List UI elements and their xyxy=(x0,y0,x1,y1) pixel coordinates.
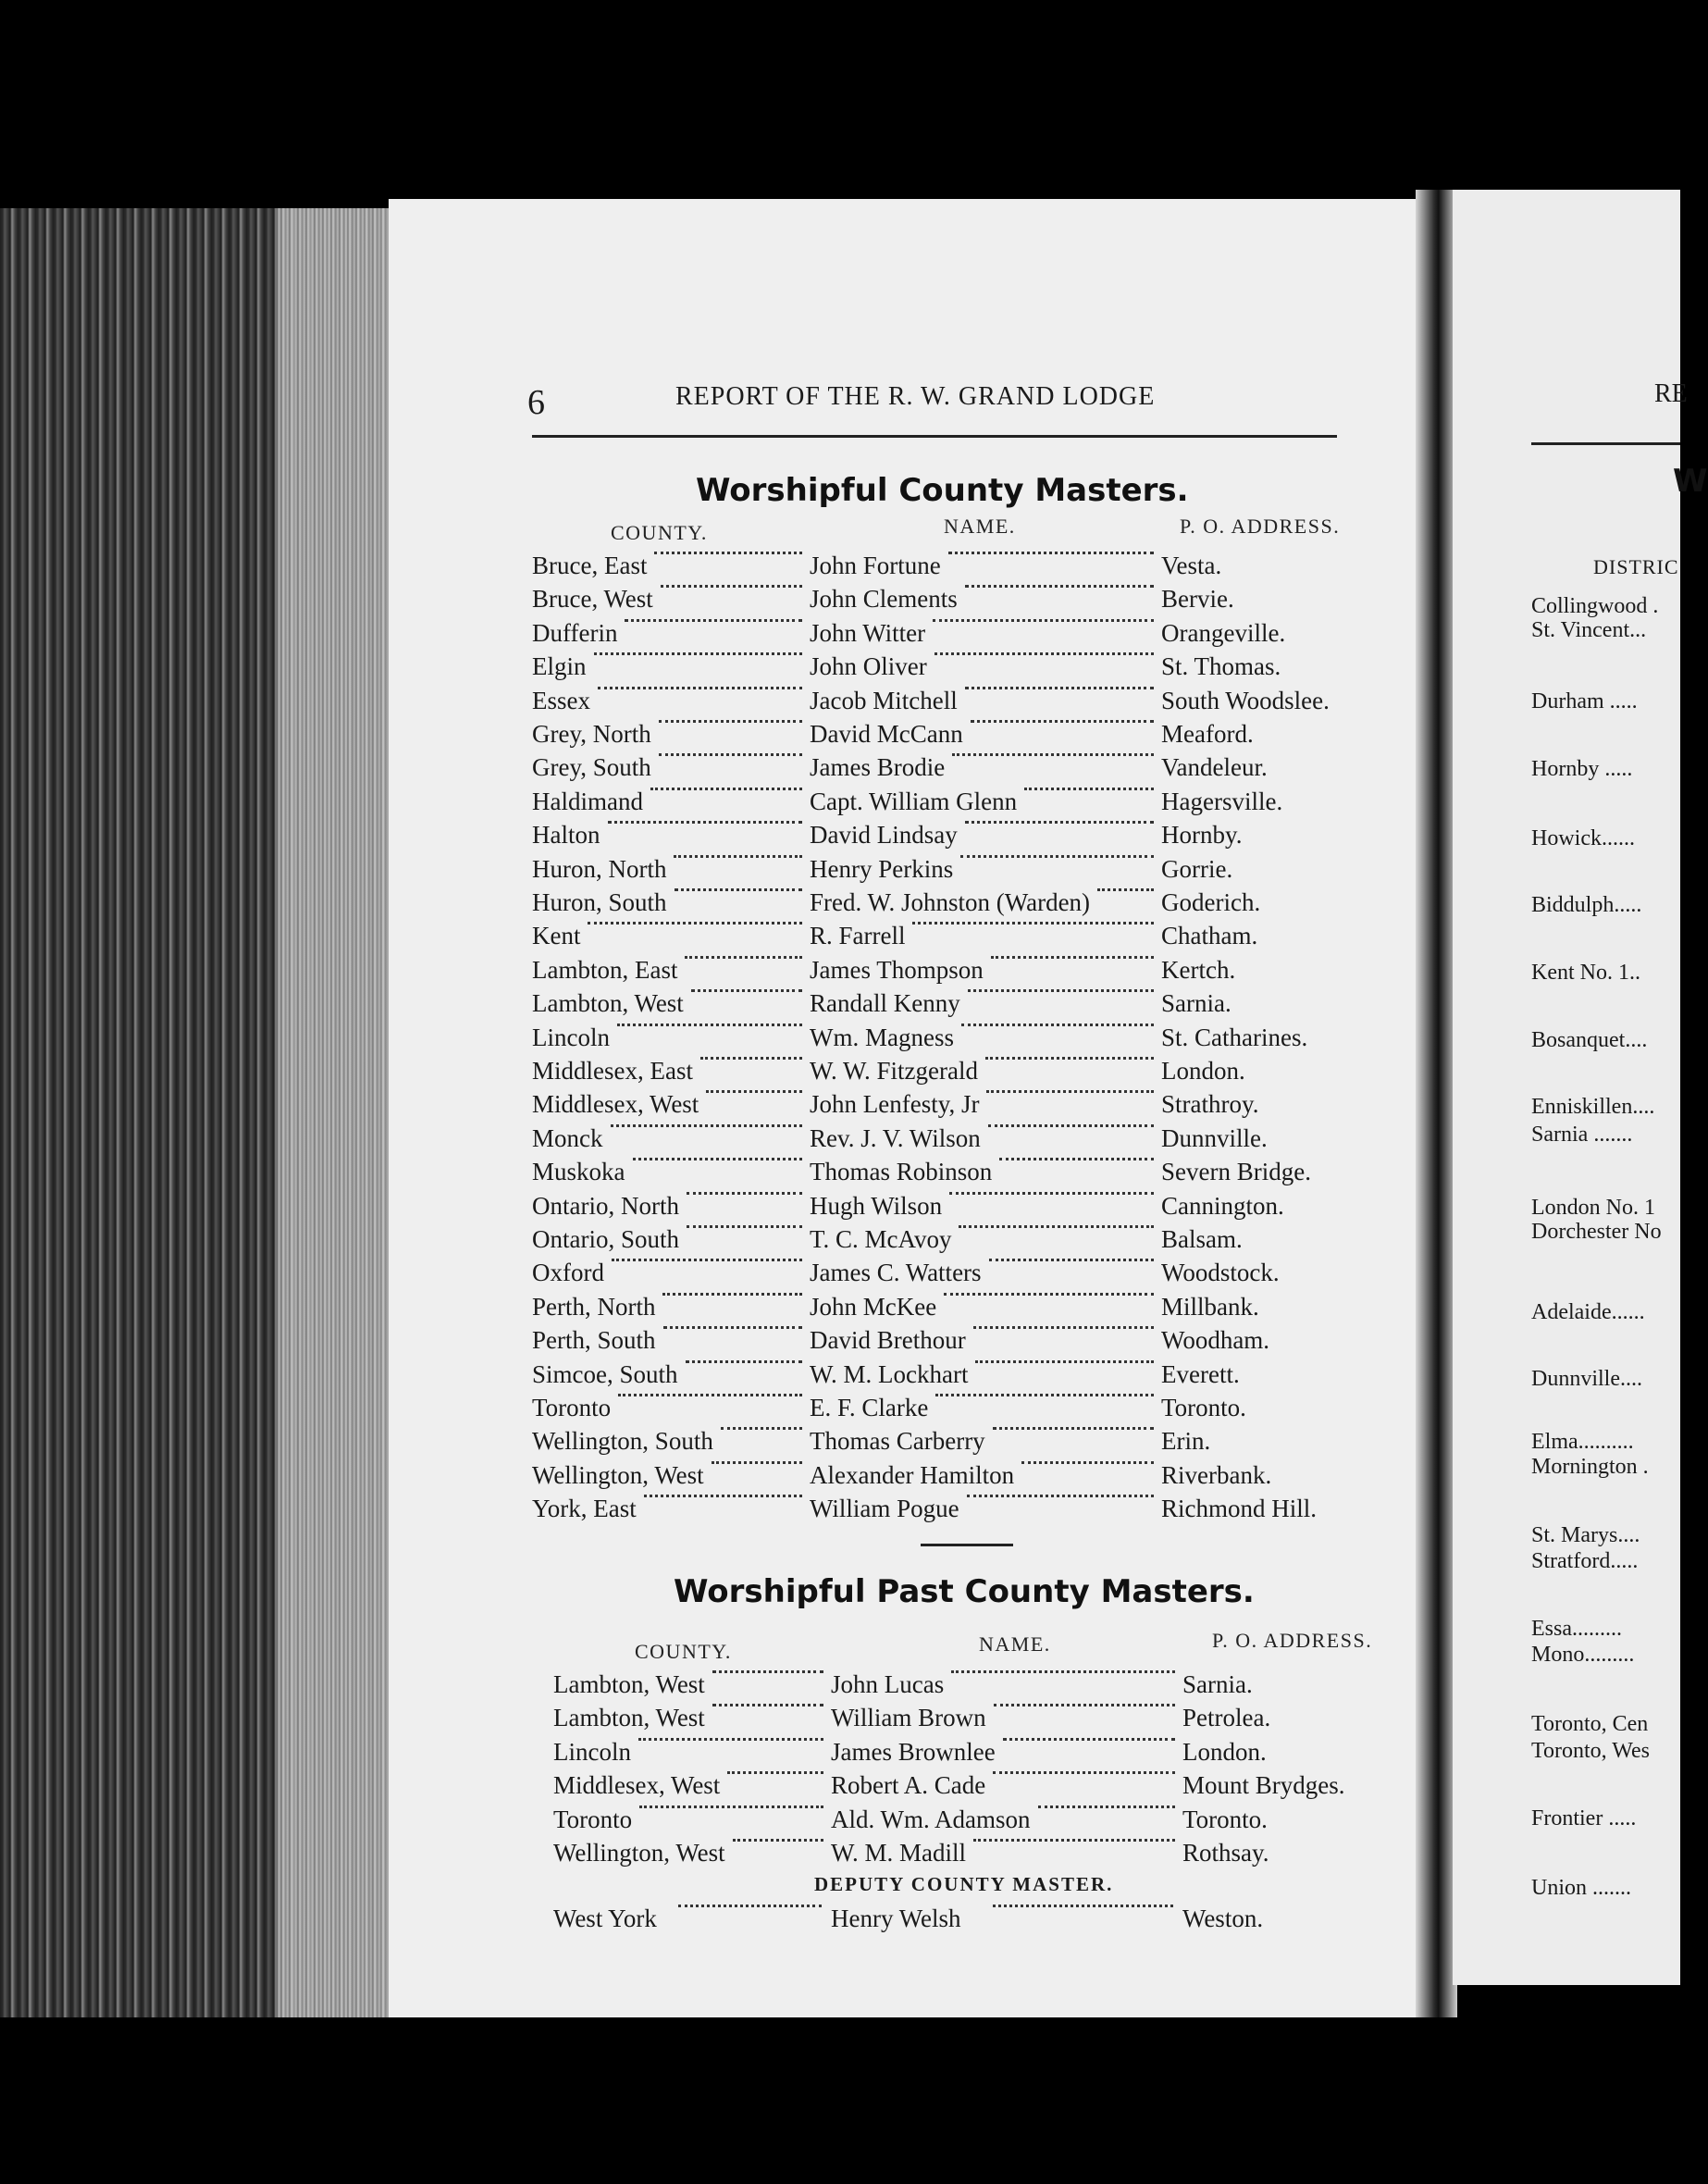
address-cell: Millbank. xyxy=(1161,1292,1259,1321)
deputy-row xyxy=(553,1905,1284,1938)
facing-district-item: Adelaide...... xyxy=(1531,1300,1645,1324)
name-cell: W. M. Lockhart xyxy=(810,1359,969,1388)
table-row xyxy=(532,888,1346,922)
county-cell: Elgin xyxy=(532,652,587,681)
facing-district-item: London No. 1 xyxy=(1531,1196,1655,1220)
table-row xyxy=(553,1738,1368,1771)
table-row xyxy=(532,1360,1346,1394)
dot-leader xyxy=(712,1670,823,1673)
table-row xyxy=(532,989,1346,1023)
name-cell: John McKee xyxy=(810,1292,937,1321)
deputy-county-master-heading: DEPUTY COUNTY MASTER. xyxy=(814,1873,1114,1895)
name-cell: William Pogue xyxy=(810,1495,959,1523)
dot-leader xyxy=(912,922,1154,924)
table-row xyxy=(532,1057,1346,1090)
table-row xyxy=(553,1670,1368,1704)
address-cell: St. Catharines. xyxy=(1161,1023,1308,1051)
dot-leader xyxy=(994,1704,1175,1706)
name-cell: James Thompson xyxy=(810,955,984,984)
facing-district-item: Bosanquet.... xyxy=(1531,1028,1648,1052)
name-cell: John Clements xyxy=(810,585,958,614)
dot-leader xyxy=(993,1905,1173,1907)
county-cell: West York xyxy=(553,1905,657,1932)
address-cell: Erin. xyxy=(1161,1427,1211,1456)
dot-leader xyxy=(700,1057,802,1060)
dot-leader xyxy=(644,1495,802,1497)
address-cell: Balsam. xyxy=(1161,1225,1243,1253)
address-cell: Severn Bridge. xyxy=(1161,1158,1311,1186)
name-cell: W. W. Fitzgerald xyxy=(810,1057,978,1085)
address-cell: Sarnia. xyxy=(1161,989,1231,1018)
dot-leader xyxy=(1021,1461,1154,1464)
county-cell: Wellington, West xyxy=(532,1460,704,1489)
dot-leader xyxy=(948,552,1154,554)
name-cell: Jacob Mitchell xyxy=(810,686,958,714)
table-row xyxy=(532,1024,1346,1057)
dot-leader xyxy=(712,1704,823,1706)
county-cell: Halton xyxy=(532,821,600,850)
table-row xyxy=(532,1090,1346,1123)
table-row xyxy=(532,788,1346,821)
table-row xyxy=(532,1192,1346,1225)
address-cell: Orangeville. xyxy=(1161,618,1286,647)
county-cell: Lambton, West xyxy=(553,1670,705,1698)
dot-leader xyxy=(1003,1738,1175,1741)
county-cell: Middlesex, East xyxy=(532,1057,693,1085)
dot-leader xyxy=(674,855,802,858)
county-cell: Simcoe, South xyxy=(532,1359,678,1388)
county-cell: Huron, North xyxy=(532,854,667,883)
dot-leader xyxy=(691,989,802,992)
county-cell: Monck xyxy=(532,1123,603,1152)
dot-leader xyxy=(617,1024,802,1026)
dot-leader xyxy=(1024,788,1154,790)
name-cell: Robert A. Cade xyxy=(831,1771,986,1800)
dot-leader xyxy=(988,1124,1154,1127)
facing-district-item: Toronto, Wes xyxy=(1531,1739,1650,1763)
table-row xyxy=(553,1839,1368,1872)
dot-leader xyxy=(965,585,1154,588)
dot-leader xyxy=(727,1771,823,1774)
dot-leader xyxy=(611,1124,802,1127)
facing-district-item: Stratford..... xyxy=(1531,1549,1639,1573)
dot-leader xyxy=(965,821,1154,824)
col-head-address-past: P. O. ADDRESS. xyxy=(1212,1629,1373,1652)
facing-district-item: Frontier ..... xyxy=(1531,1806,1637,1830)
dot-leader xyxy=(999,1158,1154,1160)
address-cell: Kertch. xyxy=(1161,955,1236,984)
dot-leader xyxy=(959,1225,1154,1228)
address-cell: London. xyxy=(1161,1057,1245,1085)
dot-leader xyxy=(706,1090,802,1093)
county-cell: Haldimand xyxy=(532,787,643,815)
address-cell: Toronto. xyxy=(1161,1394,1246,1421)
dot-leader xyxy=(661,585,802,588)
facing-section-title: W xyxy=(1673,463,1708,500)
dot-leader xyxy=(686,1360,802,1363)
county-cell: Wellington, West xyxy=(553,1839,725,1867)
table-row xyxy=(532,720,1346,753)
address-cell: Strathroy. xyxy=(1161,1090,1259,1119)
facing-district-item: Durham ..... xyxy=(1531,689,1638,714)
name-cell: Capt. William Glenn xyxy=(810,787,1018,815)
name-cell: James Brodie xyxy=(810,753,946,782)
address-cell: Richmond Hill. xyxy=(1161,1495,1317,1523)
facing-district-item: Collingwood . xyxy=(1531,594,1659,618)
table-row xyxy=(532,1326,1346,1359)
table-row xyxy=(532,1461,1346,1495)
facing-col-head: DISTRIC xyxy=(1593,555,1679,578)
county-cell: Kent xyxy=(532,922,581,950)
dot-leader xyxy=(594,652,802,655)
county-cell: Lambton, West xyxy=(532,989,684,1018)
county-cell: Middlesex, West xyxy=(532,1090,699,1119)
name-cell: James C. Watters xyxy=(810,1259,982,1287)
col-head-name: NAME. xyxy=(944,515,1016,538)
facing-header-rule xyxy=(1531,442,1680,445)
county-cell: Perth, North xyxy=(532,1292,656,1321)
book-gutter xyxy=(1416,190,1457,2017)
facing-district-item: Elma.......... xyxy=(1531,1430,1634,1454)
facing-running-head: RE xyxy=(1654,379,1688,408)
dot-leader xyxy=(618,1394,802,1396)
running-head xyxy=(527,375,1342,421)
facing-district-item: St. Vincent... xyxy=(1531,618,1647,642)
page-number: 6 xyxy=(527,383,545,422)
facing-district-item: Biddulph..... xyxy=(1531,893,1642,917)
address-cell: Bervie. xyxy=(1161,585,1234,614)
section-title-past-county-masters: Worshipful Past County Masters. xyxy=(674,1573,1255,1610)
county-cell: Bruce, West xyxy=(532,585,653,614)
table-row xyxy=(532,1259,1346,1292)
facing-district-item: Dorchester No xyxy=(1531,1220,1662,1244)
address-cell: Goderich. xyxy=(1161,888,1261,916)
table-row xyxy=(532,652,1346,686)
dot-leader xyxy=(733,1839,823,1842)
facing-district-item: Sarnia ....... xyxy=(1531,1123,1633,1147)
dot-leader xyxy=(662,1293,802,1296)
name-cell: Thomas Robinson xyxy=(810,1158,993,1186)
address-cell: St. Thomas. xyxy=(1161,652,1281,681)
dot-leader xyxy=(712,1461,802,1464)
address-cell: Sarnia. xyxy=(1182,1670,1253,1698)
col-head-county: COUNTY. xyxy=(611,521,708,544)
facing-district-item: Toronto, Cen xyxy=(1531,1712,1649,1736)
county-cell: Huron, South xyxy=(532,888,667,916)
table-row xyxy=(532,1495,1346,1528)
dot-leader xyxy=(935,1394,1154,1396)
facing-district-item: Union ....... xyxy=(1531,1876,1631,1900)
name-cell: John Fortune xyxy=(810,552,941,579)
facing-district-item: Enniskillen.... xyxy=(1531,1095,1655,1119)
name-cell: James Brownlee xyxy=(831,1737,996,1766)
facing-district-item: Essa......... xyxy=(1531,1617,1622,1641)
dot-leader xyxy=(967,1495,1154,1497)
facing-district-item: Howick...... xyxy=(1531,826,1635,850)
county-cell: Ontario, North xyxy=(532,1191,679,1220)
county-cell: Bruce, East xyxy=(532,552,648,579)
facing-district-item: Mornington . xyxy=(1531,1455,1649,1479)
address-cell: Gorrie. xyxy=(1161,854,1233,883)
county-cell: Dufferin xyxy=(532,618,618,647)
dot-leader xyxy=(960,855,1154,858)
dot-leader xyxy=(973,1839,1175,1842)
county-cell: Essex xyxy=(532,686,590,714)
address-cell: Vesta. xyxy=(1161,552,1222,579)
facing-district-item: Hornby ..... xyxy=(1531,757,1633,781)
name-cell: R. Farrell xyxy=(810,922,906,950)
name-cell: Hugh Wilson xyxy=(810,1191,943,1220)
address-cell: Mount Brydges. xyxy=(1182,1771,1345,1800)
dot-leader xyxy=(650,788,802,790)
county-cell: Lincoln xyxy=(532,1023,610,1051)
address-cell: Chatham. xyxy=(1161,922,1258,950)
address-cell: Dunnville. xyxy=(1161,1123,1268,1152)
table-row xyxy=(532,585,1346,618)
dot-leader xyxy=(985,1057,1154,1060)
name-cell: Randall Kenny xyxy=(810,989,960,1018)
dot-leader xyxy=(968,989,1154,992)
county-cell: Lambton, East xyxy=(532,955,678,984)
county-cell: Grey, South xyxy=(532,753,651,782)
dot-leader xyxy=(991,956,1154,959)
table-row xyxy=(532,1394,1346,1427)
name-cell: John Lenfesty, Jr xyxy=(810,1090,980,1119)
name-cell: John Oliver xyxy=(810,652,927,681)
dot-leader xyxy=(933,619,1154,622)
name-cell: David Lindsay xyxy=(810,821,958,850)
address-cell: Woodham. xyxy=(1161,1326,1270,1355)
county-cell: Toronto xyxy=(532,1394,612,1421)
dot-leader xyxy=(659,753,802,756)
name-cell: E. F. Clarke xyxy=(810,1394,929,1421)
dot-leader xyxy=(989,1259,1154,1261)
dot-leader xyxy=(971,720,1154,723)
table-row xyxy=(532,922,1346,955)
dot-leader xyxy=(625,619,802,622)
dot-leader xyxy=(659,720,802,723)
dot-leader xyxy=(638,1738,823,1741)
county-cell: Ontario, South xyxy=(532,1225,679,1253)
dot-leader xyxy=(973,1326,1154,1329)
dot-leader xyxy=(598,687,802,689)
dot-leader xyxy=(944,1293,1154,1296)
dot-leader xyxy=(639,1806,823,1808)
table-row xyxy=(532,956,1346,989)
name-cell: John Lucas xyxy=(831,1670,945,1698)
address-cell: Meaford. xyxy=(1161,720,1254,748)
table-row xyxy=(532,1124,1346,1158)
dot-leader xyxy=(687,1225,802,1228)
dot-leader xyxy=(654,552,802,554)
dot-leader xyxy=(687,1192,802,1195)
county-cell: Wellington, South xyxy=(532,1427,713,1456)
facing-district-item: Mono......... xyxy=(1531,1643,1635,1667)
county-cell: Grey, North xyxy=(532,720,651,748)
address-cell: Petrolea. xyxy=(1182,1704,1271,1732)
name-cell: Henry Welsh xyxy=(831,1905,961,1932)
table-row xyxy=(532,1225,1346,1259)
address-cell: Hornby. xyxy=(1161,821,1243,850)
book-page-edges xyxy=(0,208,412,2017)
county-cell: Perth, South xyxy=(532,1326,656,1355)
dot-leader xyxy=(934,652,1154,655)
dot-leader xyxy=(993,1771,1175,1774)
section-title-county-masters: Worshipful County Masters. xyxy=(696,472,1189,509)
dot-leader xyxy=(961,1024,1154,1026)
dot-leader xyxy=(675,888,802,891)
county-cell: Lambton, West xyxy=(553,1704,705,1732)
dot-leader xyxy=(678,1905,822,1907)
header-rule xyxy=(532,435,1337,438)
dot-leader xyxy=(993,1427,1154,1430)
col-head-name-past: NAME. xyxy=(979,1632,1051,1656)
name-cell: Rev. J. V. Wilson xyxy=(810,1123,981,1152)
table-row xyxy=(532,1293,1346,1326)
table-row xyxy=(532,619,1346,652)
dot-leader xyxy=(663,1326,802,1329)
table-row xyxy=(532,687,1346,720)
name-cell: W. M. Madill xyxy=(831,1839,967,1867)
address-cell: Toronto. xyxy=(1182,1805,1268,1833)
dot-leader xyxy=(965,687,1154,689)
table-row xyxy=(532,753,1346,787)
table-row xyxy=(532,1158,1346,1191)
table-row xyxy=(553,1771,1368,1805)
table-row xyxy=(553,1704,1368,1737)
facing-district-item: Dunnville.... xyxy=(1531,1367,1642,1391)
address-cell: Weston. xyxy=(1182,1905,1264,1932)
address-cell: Vandeleur. xyxy=(1161,753,1268,782)
facing-district-item: Kent No. 1.. xyxy=(1531,961,1640,985)
address-cell: Riverbank. xyxy=(1161,1460,1272,1489)
name-cell: Thomas Carberry xyxy=(810,1427,985,1456)
dot-leader xyxy=(986,1090,1154,1093)
dot-leader xyxy=(612,1259,802,1261)
dot-leader xyxy=(1097,888,1154,891)
address-cell: South Woodslee. xyxy=(1161,686,1330,714)
name-cell: Alexander Hamilton xyxy=(810,1460,1015,1489)
col-head-county-past: COUNTY. xyxy=(635,1640,732,1663)
dot-leader xyxy=(608,821,802,824)
dot-leader xyxy=(952,753,1154,756)
table-row xyxy=(532,552,1346,585)
dot-leader xyxy=(588,922,802,924)
address-cell: Rothsay. xyxy=(1182,1839,1269,1867)
name-cell: John Witter xyxy=(810,618,926,647)
dot-leader xyxy=(721,1427,802,1430)
address-cell: Woodstock. xyxy=(1161,1259,1280,1287)
county-cell: Lincoln xyxy=(553,1737,631,1766)
name-cell: T. C. McAvoy xyxy=(810,1225,952,1253)
name-cell: Fred. W. Johnston (Warden) xyxy=(810,888,1091,916)
county-cell: Muskoka xyxy=(532,1158,625,1186)
dot-leader xyxy=(685,956,802,959)
name-cell: David Brethour xyxy=(810,1326,966,1355)
table-row xyxy=(532,1427,1346,1460)
table-row xyxy=(532,855,1346,888)
address-cell: Cannington. xyxy=(1161,1191,1284,1220)
dot-leader xyxy=(975,1360,1154,1363)
address-cell: Everett. xyxy=(1161,1359,1240,1388)
county-cell: York, East xyxy=(532,1495,637,1523)
county-cell: Middlesex, West xyxy=(553,1771,721,1800)
name-cell: Henry Perkins xyxy=(810,854,954,883)
dot-leader xyxy=(1038,1806,1175,1808)
section-divider xyxy=(921,1544,1013,1546)
facing-district-item: St. Marys.... xyxy=(1531,1523,1640,1547)
county-cell: Oxford xyxy=(532,1259,604,1287)
dot-leader xyxy=(951,1670,1175,1673)
name-cell: David McCann xyxy=(810,720,963,748)
name-cell: Wm. Magness xyxy=(810,1023,954,1051)
dot-leader xyxy=(633,1158,802,1160)
dot-leader xyxy=(949,1192,1154,1195)
address-cell: Hagersville. xyxy=(1161,787,1283,815)
name-cell: Ald. Wm. Adamson xyxy=(831,1805,1031,1833)
name-cell: William Brown xyxy=(831,1704,986,1732)
col-head-address: P. O. ADDRESS. xyxy=(1180,515,1341,538)
table-row xyxy=(553,1806,1368,1839)
county-cell: Toronto xyxy=(553,1805,633,1833)
running-title: REPORT OF THE R. W. GRAND LODGE xyxy=(675,382,1156,411)
table-row xyxy=(532,821,1346,854)
address-cell: London. xyxy=(1182,1737,1267,1766)
